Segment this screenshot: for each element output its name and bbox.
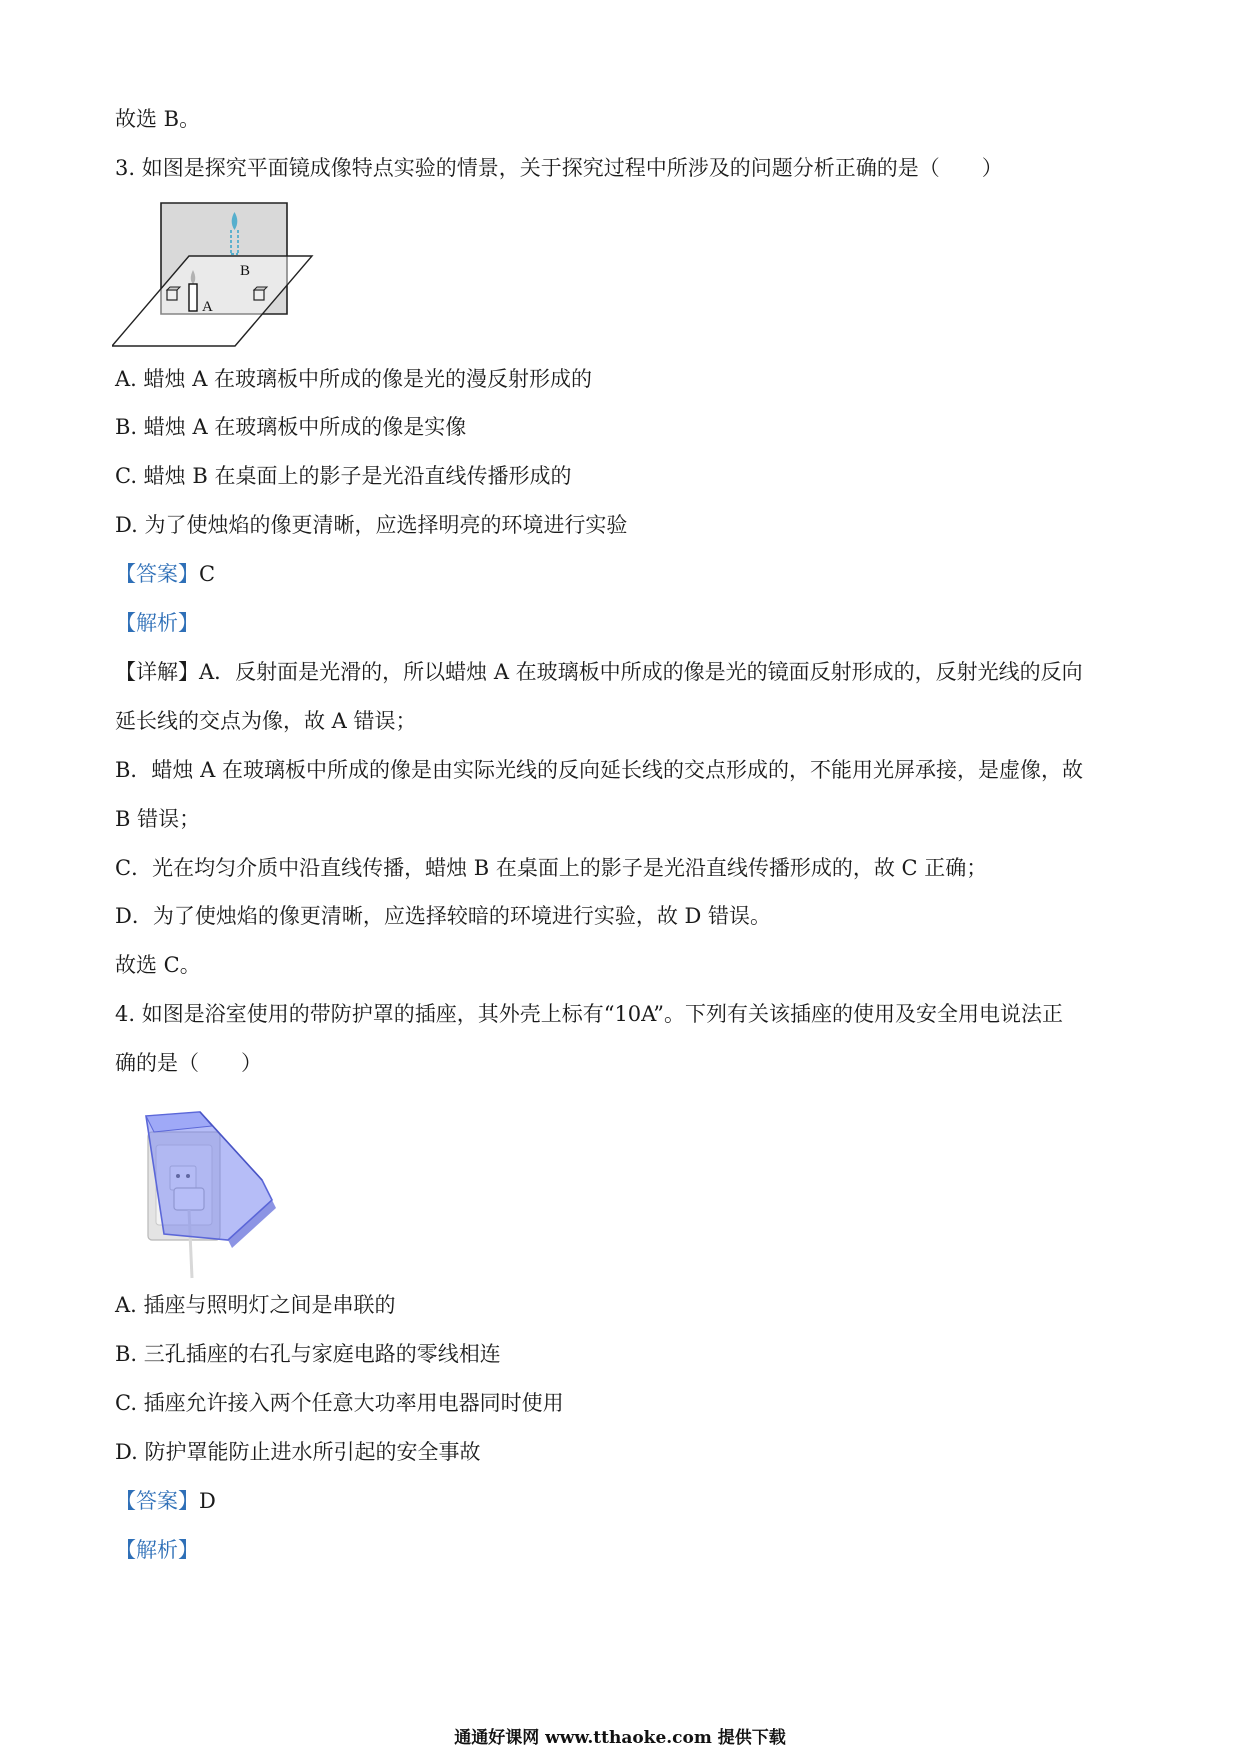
answer-value: D [199, 1489, 216, 1513]
q3-answer [115, 559, 215, 589]
figure-label-b: B [240, 263, 251, 279]
q4-option-a: A. 插座与照明灯之间是串联的 [115, 1293, 396, 1317]
q4-stem-line-2: 确的是（ ） [115, 1051, 262, 1075]
detail-text: A．反射面是光滑的，所以蜡烛 A 在玻璃板中所成的像是光的镜面反射形成的，反射光线的反向 [199, 660, 1083, 684]
q3-option-a: A. 蜡烛 A 在玻璃板中所成的像是光的漫反射形成的 [115, 367, 593, 391]
q3-analysis-tag: 【解析】 [115, 611, 199, 635]
answer-value: C [199, 562, 216, 586]
bathroom-socket-with-cover-figure [140, 1110, 295, 1280]
q4-option-c: C. 插座允许接入两个任意大功率用电器同时使用 [115, 1391, 564, 1415]
q3-detail-line-5: C．光在均匀介质中沿直线传播，蜡烛 B 在桌面上的影子是光沿直线传播形成的，故 C 正确； [115, 856, 988, 880]
q3-detail-line-3: B．蜡烛 A 在玻璃板中所成的像是由实际光线的反向延长线的交点形成的，不能用光屏承接，是虚像，故 [115, 758, 1083, 782]
q3-detail-line-6: D．为了使烛焰的像更清晰，应选择较暗的环境进行实验，故 D 错误。 [115, 904, 772, 928]
plane-mirror-experiment-figure [112, 198, 318, 348]
q4-option-b: B. 三孔插座的右孔与家庭电路的零线相连 [115, 1342, 501, 1366]
q3-stem: 3. 如图是探究平面镜成像特点实验的情景，关于探究过程中所涉及的问题分析正确的是（ ） [115, 156, 1003, 180]
page-footer: 通通好课网 www.tthaoke.com 提供下载 [454, 1728, 786, 1748]
q3-conclusion: 故选 C。 [115, 953, 201, 977]
q4-analysis-tag: 【解析】 [115, 1538, 199, 1562]
q4-option-d: D. 防护罩能防止进水所引起的安全事故 [115, 1440, 481, 1464]
answer-tag: 【答案】 [115, 1489, 199, 1513]
q3-option-b: B. 蜡烛 A 在玻璃板中所成的像是实像 [115, 415, 467, 439]
figure-label-a: A [202, 299, 213, 315]
q3-option-c: C. 蜡烛 B 在桌面上的影子是光沿直线传播形成的 [115, 464, 572, 488]
q3-option-d: D. 为了使烛焰的像更清晰，应选择明亮的环境进行实验 [115, 513, 628, 537]
q4-answer [115, 1486, 216, 1516]
answer-tag: 【答案】 [115, 562, 199, 586]
q3-detail-line-2: 延长线的交点为像，故 A 错误； [115, 709, 417, 733]
q4-stem-line-1: 4. 如图是浴室使用的带防护罩的插座，其外壳上标有“10A”。下列有关该插座的使用及安全用电说法正 [115, 1002, 1063, 1026]
detail-tag: 【详解】 [115, 660, 199, 684]
q2-conclusion: 故选 B。 [115, 107, 201, 131]
q3-detail-line-1 [115, 657, 1083, 687]
q3-detail-line-4: B 错误； [115, 807, 201, 831]
